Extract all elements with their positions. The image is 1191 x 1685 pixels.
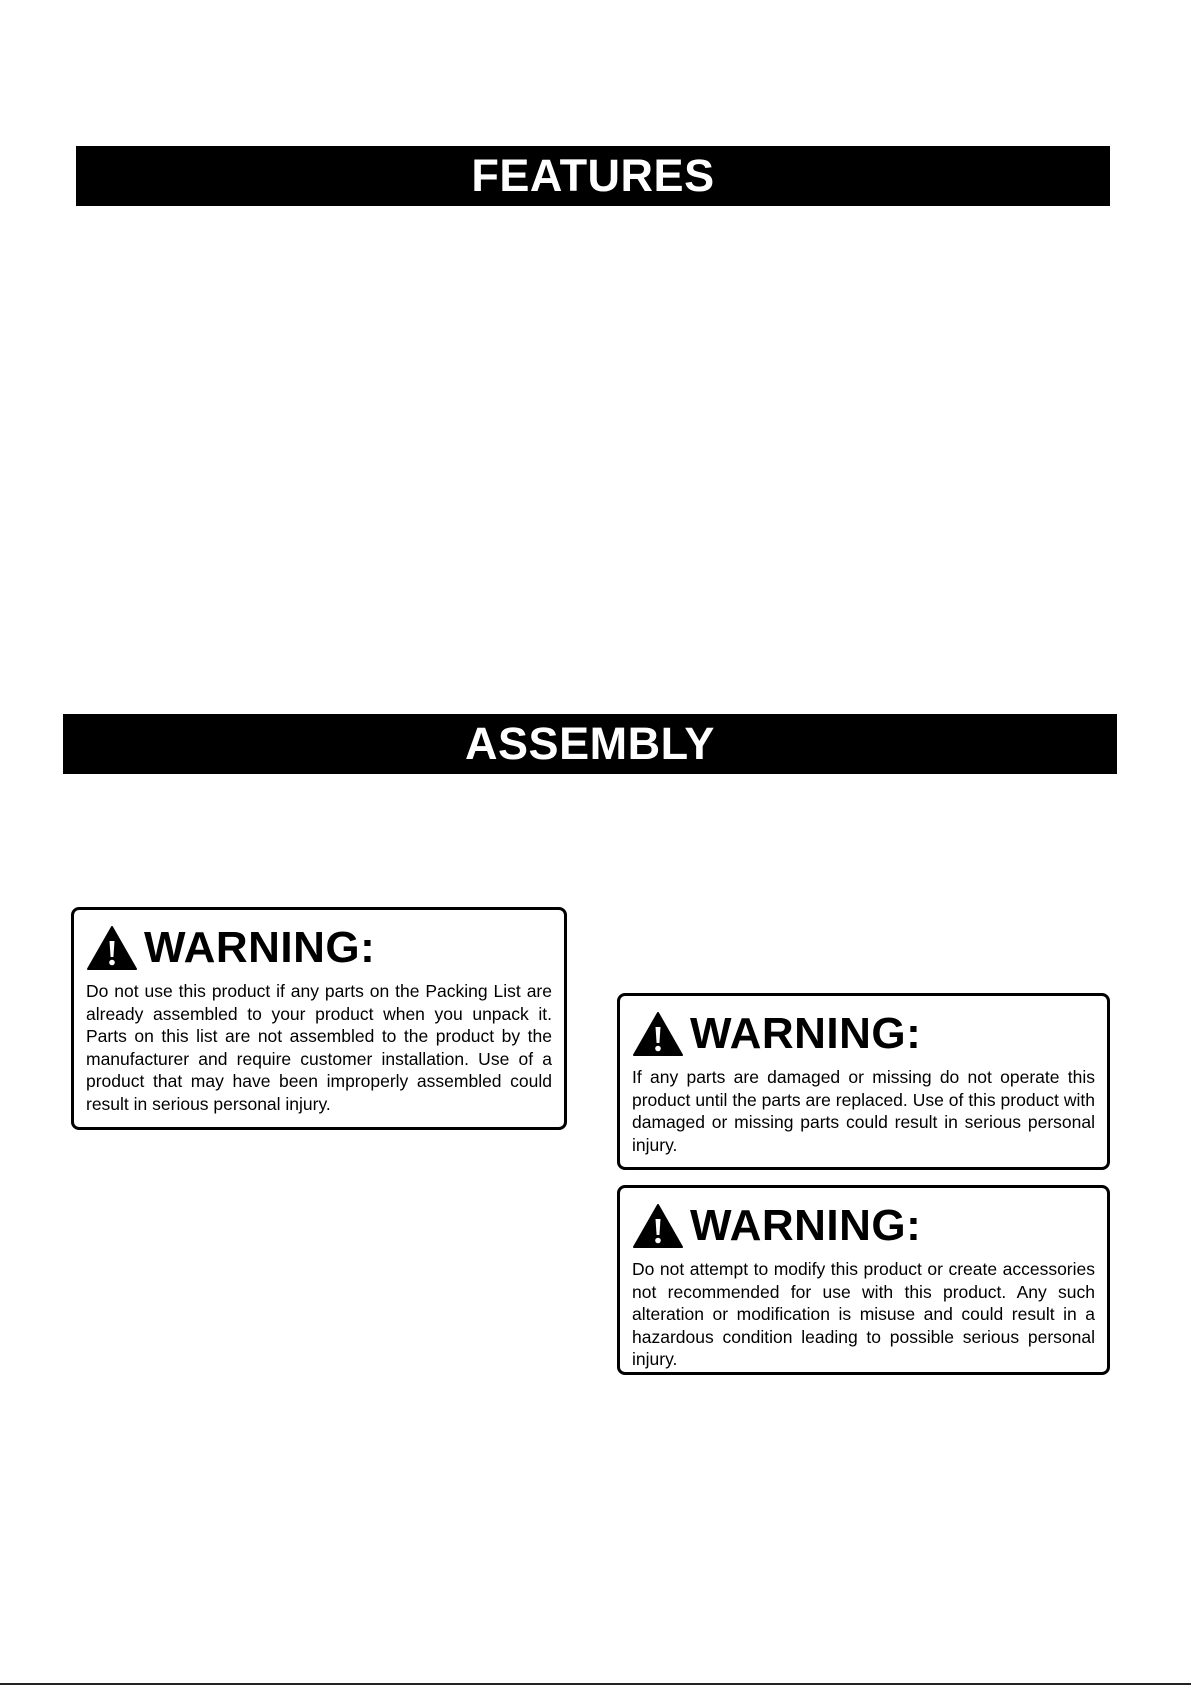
warning-title: WARNING: xyxy=(690,1009,922,1058)
warning-triangle-icon xyxy=(86,925,138,971)
warning-box-packing-list xyxy=(71,907,567,1130)
assembly-heading: ASSEMBLY xyxy=(63,714,1117,774)
warning-title: WARNING: xyxy=(690,1201,922,1250)
warning-header xyxy=(86,922,552,974)
warning-box-damaged-parts xyxy=(617,993,1110,1170)
warning-text: If any parts are damaged or missing do not operate this product until the parts are replaced. Use of this product with damaged or missing parts could result in serious personal injury. xyxy=(632,1067,1095,1155)
warning-box-modification xyxy=(617,1185,1110,1375)
warning-header xyxy=(632,1200,1095,1252)
warning-text: Do not attempt to modify this product or create accessories not recommended for use with this product. Any such alteration or modification is misuse and could result in a hazardous condition leading to possible serious personal injury. xyxy=(632,1259,1095,1369)
warning-text: Do not use this product if any parts on the Packing List are already assembled to your product when you unpack it. Parts on this list are not assembled to the product by the manufacturer and require customer installation. Use of a product that may have been improperly assembled could result in serious personal injury. xyxy=(86,981,552,1114)
warning-header xyxy=(632,1008,1095,1060)
warning-title: WARNING: xyxy=(144,923,376,972)
warning-triangle-icon xyxy=(632,1203,684,1249)
warning-triangle-icon xyxy=(632,1011,684,1057)
features-heading: FEATURES xyxy=(76,146,1110,206)
